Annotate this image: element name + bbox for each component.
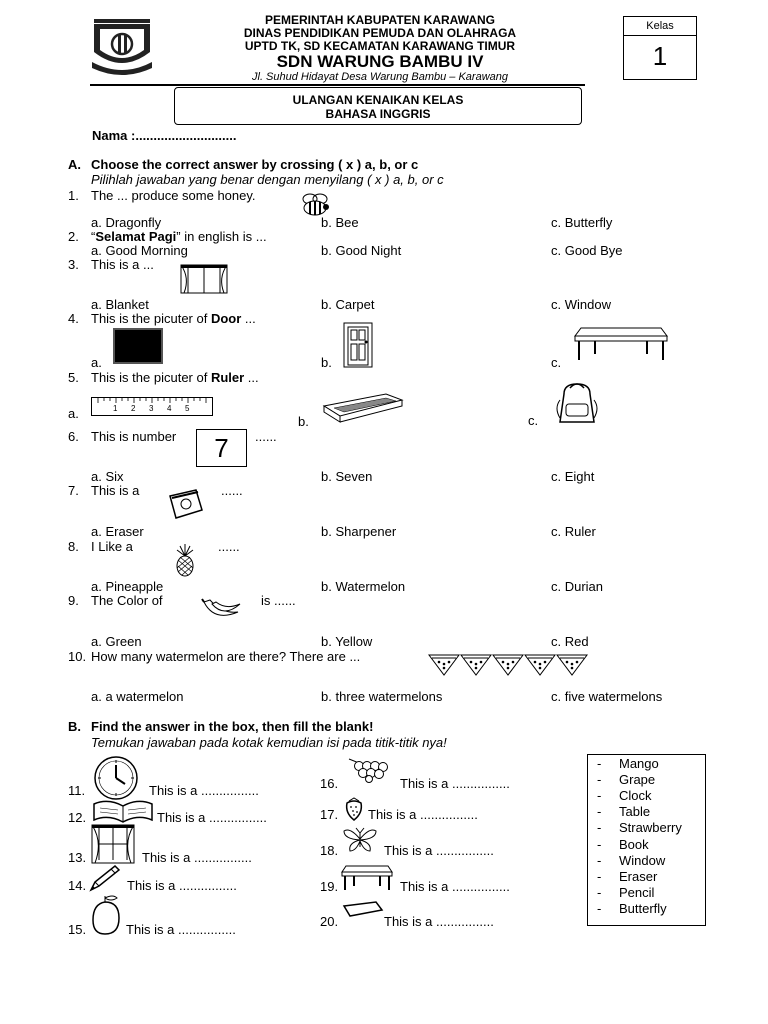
- q10-option-b[interactable]: b. three watermelons: [321, 689, 443, 704]
- door-icon: [343, 322, 373, 368]
- q8-option-c[interactable]: c. Durian: [551, 579, 604, 594]
- q8-text: I Like a: [91, 539, 133, 554]
- word-box-bullet: -: [597, 836, 602, 852]
- q7-option-c[interactable]: c. Ruler: [551, 524, 596, 539]
- pencil-case-icon: [320, 392, 404, 424]
- word-box-item: Mango: [619, 756, 659, 771]
- header-uptd: UPTD TK, SD KECAMATAN KARAWANG TIMUR: [244, 39, 516, 53]
- section-a-subtitle: Pilihlah jawaban yang benar dengan menyilang ( x ) a, b, or c: [91, 172, 444, 187]
- q10-number: 10.: [68, 649, 87, 664]
- q7-option-a[interactable]: a. Eraser: [91, 524, 144, 539]
- word-box-bullet: -: [597, 788, 602, 804]
- q9-post: is ......: [261, 593, 296, 608]
- item-20-text[interactable]: This is a ................: [384, 914, 494, 929]
- backpack-icon: [552, 382, 602, 426]
- bee-icon: [296, 193, 334, 217]
- word-box-bullet: -: [597, 820, 602, 836]
- word-box-bullet: -: [597, 804, 602, 820]
- pencil-icon: [89, 864, 121, 892]
- q5-option-a[interactable]: a.: [68, 406, 79, 421]
- q3-option-b[interactable]: b. Carpet: [321, 297, 375, 312]
- school-name: SDN WARUNG BAMBU IV: [276, 52, 484, 71]
- q9-option-c[interactable]: c. Red: [551, 634, 589, 649]
- word-box-bullet: -: [597, 772, 602, 788]
- nama-field[interactable]: Nama :............................: [92, 128, 237, 143]
- word-box-item: Clock: [619, 788, 652, 804]
- q9-number: 9.: [68, 593, 79, 608]
- q2-number: 2.: [68, 229, 79, 244]
- strawberry-icon: [343, 797, 365, 821]
- school-logo-icon: [90, 18, 154, 76]
- ruler-number-2: 2: [131, 404, 136, 413]
- section-a-title: Choose the correct answer by crossing ( x ) a, b, or c: [91, 157, 419, 172]
- word-box-item: Eraser: [619, 868, 658, 884]
- q4-text: This is the picuter of Door ...: [91, 311, 256, 326]
- q5-text: This is the picuter of Ruler ...: [91, 370, 259, 385]
- q4-number: 4.: [68, 311, 79, 326]
- eraser-icon: [340, 900, 384, 920]
- q6-option-c[interactable]: c. Eight: [551, 469, 595, 484]
- q4-option-a[interactable]: a.: [91, 355, 102, 370]
- item-18-number: 18.: [320, 843, 339, 858]
- word-box-item: Strawberry: [619, 820, 682, 836]
- item-19-number: 19.: [320, 879, 339, 894]
- exam-title: ULANGAN KENAIKAN KELAS: [292, 93, 464, 107]
- q10-option-c[interactable]: c. five watermelons: [551, 689, 663, 704]
- section-b-letter: B.: [68, 719, 81, 734]
- exam-title-box: [174, 87, 582, 125]
- q8-number: 8.: [68, 539, 79, 554]
- q1-option-a[interactable]: a. Dragonfly: [91, 215, 162, 230]
- word-box-item: Butterfly: [619, 900, 667, 916]
- ruler-icon: [91, 397, 213, 416]
- item-19-text[interactable]: This is a ................: [400, 879, 510, 894]
- word-box-bullet: -: [597, 884, 602, 900]
- word-box-bullet: -: [597, 868, 602, 884]
- exam-subject: BAHASA INGGRIS: [325, 107, 431, 121]
- clock-icon: [92, 755, 140, 801]
- q8-option-a[interactable]: a. Pineapple: [91, 579, 164, 594]
- ruler-number-3: 3: [149, 404, 154, 413]
- window-icon: [180, 264, 228, 294]
- q7-option-b[interactable]: b. Sharpener: [321, 524, 397, 539]
- q1-option-c[interactable]: c. Butterfly: [551, 215, 613, 230]
- ruler-number-4: 4: [167, 404, 172, 413]
- q2-option-a[interactable]: a. Good Morning: [91, 243, 188, 258]
- q7-number: 7.: [68, 483, 79, 498]
- butterfly-icon: [342, 827, 378, 853]
- section-b-title: Find the answer in the box, then fill the blank!: [91, 719, 374, 734]
- q9-option-b[interactable]: b. Yellow: [321, 634, 373, 649]
- item-13-number: 13.: [68, 850, 87, 865]
- item-16-number: 16.: [320, 776, 339, 791]
- item-11-text[interactable]: This is a ................: [149, 783, 259, 798]
- q9-option-a[interactable]: a. Green: [91, 634, 142, 649]
- table-icon: [573, 326, 669, 362]
- q1-option-b[interactable]: b. Bee: [321, 215, 359, 230]
- q6-dots: ......: [255, 429, 277, 444]
- q4-option-c[interactable]: c.: [551, 355, 562, 370]
- banana-icon: [202, 598, 242, 624]
- q7-dots: ......: [221, 483, 243, 498]
- header-government: PEMERINTAH KABUPATEN KARAWANG: [265, 13, 495, 27]
- item-16-text[interactable]: This is a ................: [400, 776, 510, 791]
- header-department: DINAS PENDIDIKAN PEMUDA DAN OLAHRAGA: [243, 26, 517, 40]
- q10-option-a[interactable]: a. a watermelon: [91, 689, 184, 704]
- word-box-item: Pencil: [619, 884, 655, 900]
- q9-text: The Color of: [91, 593, 163, 608]
- book-icon: [92, 798, 154, 824]
- school-address: Jl. Suhud Hidayat Desa Warung Bambu – Karawang: [252, 71, 508, 83]
- kelas-value: 1: [652, 41, 668, 71]
- word-box-bullet: -: [597, 900, 602, 916]
- q5-option-b[interactable]: b.: [298, 414, 309, 429]
- ruler-number-5: 5: [185, 404, 190, 413]
- item-12-text[interactable]: This is a ................: [157, 810, 267, 825]
- q3-option-a[interactable]: a. Blanket: [91, 297, 149, 312]
- ruler-number-1: 1: [113, 404, 118, 413]
- word-box-item: Book: [619, 836, 649, 852]
- word-box-bullet: -: [597, 756, 602, 771]
- q5-number: 5.: [68, 370, 79, 385]
- word-box-bullet: -: [597, 852, 602, 868]
- section-a-letter: A.: [68, 157, 81, 172]
- q2-option-c[interactable]: c. Good Bye: [551, 243, 623, 258]
- section-b-subtitle: Temukan jawaban pada kotak kemudian isi pada titik-titik nya!: [91, 735, 447, 750]
- q3-option-c[interactable]: c. Window: [551, 297, 611, 312]
- item-17-text[interactable]: This is a ................: [368, 807, 478, 822]
- pineapple-icon: [172, 544, 198, 576]
- item-17-number: 17.: [320, 807, 339, 822]
- q6-text: This is number: [91, 429, 177, 444]
- q2-text: “Selamat Pagi” in english is ...: [91, 229, 267, 244]
- kelas-box: [623, 16, 697, 80]
- item-11-number: 11.: [68, 783, 86, 798]
- q2-option-b[interactable]: b. Good Night: [321, 243, 402, 258]
- q7-text: This is a: [91, 483, 140, 498]
- q3-number: 3.: [68, 257, 79, 272]
- item-15-text[interactable]: This is a ................: [126, 922, 236, 937]
- item-13-text[interactable]: This is a ................: [142, 850, 252, 865]
- word-box-item: Window: [619, 852, 666, 868]
- q4-option-b[interactable]: b.: [321, 355, 332, 370]
- table-icon: [340, 864, 394, 892]
- item-12-number: 12.: [68, 810, 87, 825]
- q3-text: This is a ...: [91, 257, 154, 272]
- watermelon-slices-icon: [428, 651, 588, 677]
- header-divider: [90, 84, 585, 86]
- q10-text: How many watermelon are there? There are ...: [91, 649, 361, 664]
- word-box-item: Table: [619, 804, 651, 820]
- item-18-text[interactable]: This is a ................: [384, 843, 494, 858]
- word-box-item: Grape: [619, 772, 656, 788]
- q1-text: The ... produce some honey.: [91, 188, 256, 203]
- number-box: 7: [196, 429, 247, 467]
- q8-option-b[interactable]: b. Watermelon: [321, 579, 406, 594]
- q6-number: 6.: [68, 429, 79, 444]
- grape-icon: [345, 757, 393, 783]
- item-15-number: 15.: [68, 922, 87, 937]
- kelas-label: Kelas: [624, 17, 696, 36]
- q6-option-a[interactable]: a. Six: [91, 469, 124, 484]
- q6-option-b[interactable]: b. Seven: [321, 469, 373, 484]
- q1-number: 1.: [68, 188, 79, 203]
- q5-option-c[interactable]: c.: [528, 413, 539, 428]
- window-icon: [91, 824, 135, 864]
- sharpener-icon: [166, 488, 206, 520]
- item-14-number: 14.: [68, 878, 87, 893]
- q8-dots: ......: [218, 539, 240, 554]
- item-14-text[interactable]: This is a ................: [127, 878, 237, 893]
- item-20-number: 20.: [320, 914, 339, 929]
- mango-icon: [89, 894, 123, 936]
- blackboard-icon: [113, 328, 163, 364]
